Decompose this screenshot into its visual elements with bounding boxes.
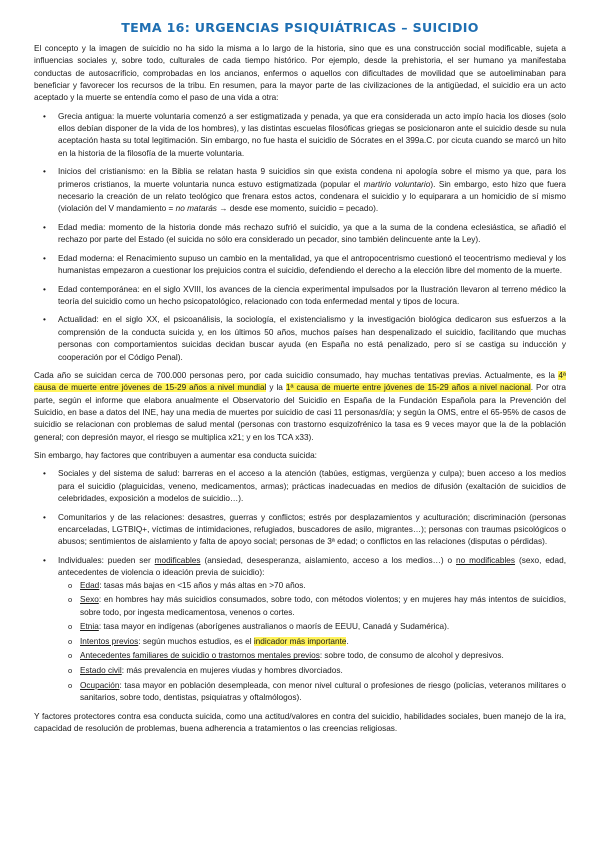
intro-paragraph: El concepto y la imagen de suicidio no ha sido la misma a lo largo de la historia, sino que es una construcción social modificable, sujeta a influencias sociales y, sobre todo, culturales de cada tiempo histórico. Por ejemplo, desde la prehistoria, el ser humano ya manifestaba conductas de autosacrificio, comprobadas en los ancianos, enfermos o aquellos con dificultades de movilidad que se autoeliminaban para beneficiar y favorecer los recursos de la tribu. En resumen, para la mayor parte de las civilizaciones de la antigüedad, el suicidio era un acto aceptado y la muerte se entendía como el paso de una vida a otra:	[34, 44, 566, 103]
stats-paragraph: Cada año se suicidan cerca de 700.000 personas pero, por cada suicidio consumado, hay muchas tentativas previas. Actualmente, es la 4ª causa de muerte entre jóvenes de 15-29 años a nivel mundial y la 1ª causa de muerte entre jóvenes de 15-29 años a nivel nacional. Por otra parte, según el informe que elabora anualmente el Observatorio del Suicidio en España de la Fundación Española para la Prevención del Suicidio, en base a datos del INE, hay una media de muertes por suicidio de casi 11 personas/día; y según la OMS, entre el 65-95% de casos de suicidio se relacionan con problemas de salud mental (personas con trastorno esquizofrénico la tasa es 9 veces mayor que la de la población general; con depresión mayor, el riesgo se multiplica x21; y en los TCA x33).	[34, 371, 566, 442]
sublist-item-estado-civil: o Estado civil: más prevalencia en mujeres viudas y hombres divorciados.	[80, 665, 566, 677]
list-item-actualidad: • Actualidad: en el siglo XX, el psicoanálisis, la sociología, el existencialismo y la investigación biológica dedicaron sus esfuerzos a la comprensión de la conducta suicida y, en los últimos 50 años, muchos países han despenalizado el suicidio, facilitando que muchas personas con comportamientos suicidas decidan buscar ayuda (en España no está penalizado, pero sí se castiga su inducción y cooperación por el Código Penal).	[58, 314, 566, 363]
highlight-mundial: 4ª causa de muerte entre jóvenes de 15-29 años a nivel mundial	[34, 371, 566, 393]
list-item-grecia: • Grecia antigua: la muerte voluntaria comenzó a ser estigmatizada y penada, ya que era considerada un acto impío hacia los dioses (solo ellos debían disponer de la vida de los hombres), y las distintas escuelas filosóficas griegas se posicionaron ante el suicidio desde su nula aceptación hasta su total legitimación. Sin embargo, no fue hasta el suicidio de Sócrates en el 399a.C. por cicuta cuando se marcó un hito en la historia de la filosofía de la muerte voluntaria.	[58, 111, 566, 160]
sublist-item-etnia: o Etnia: tasa mayor en indígenas (aborígenes australianos o maorís de EEUU, Canadá y Sudamérica).	[80, 621, 566, 633]
highlight-indicador: indicador más importante	[253, 636, 347, 646]
list-item-edad-media: • Edad media: momento de la historia donde más rechazo sufrió el suicidio, ya que a la suma de la condena eclesiástica, se añadió el rechazo por parte del Estado (el suicida no sólo era considerado un pecador, sino también delincuente ante la Ley).	[58, 222, 566, 247]
sublist-item-ocupacion: o Ocupación: tasa mayor en población desempleada, con menor nivel cultural o profesiones de riesgo (policías, veteranos militares o sanitarios, sobre todo, dentistas, psiquiatras y oftalmólogos).	[80, 680, 566, 705]
list-item-individuales: • Individuales: pueden ser modificables (ansiedad, desesperanza, aislamiento, acceso a los medios…) o no modificables (sexo, edad, antecedentes de violencia o ideación previa de suicidio): o Edad: tasas más bajas en <15 años y más altas en >70 años. o Sexo: en hombres hay más suicidios consumados, sobre todo, con métodos violentos; y en mujeres hay más intentos de suicidios, sobre todo, por ingesta medicamentosa, venenos o cortes. o Etnia: tasa mayor en indígenas (aborígenes australianos o maorís de EEUU, Canadá y Sudamérica). o Intentos previos: según muchos estudios, es el indicador más importante. o Antecedentes familiares de suicidio o trastornos mentales previos: sobre todo, de consumo de alcohol y depresivos. o Estado civil: más prevalencia en mujeres viudas y hombres divorciados. o Ocupación: tasa mayor en población desempleada, con menor nivel cultural o profesiones de riesgo (policías, veteranos militares o sanitarios, sobre todo, dentistas, psiquiatras y oftalmólogos).	[58, 555, 566, 705]
list-item-cristianismo: • Inicios del cristianismo: en la Biblia se relatan hasta 9 suicidios sin que exista condena ni apología sobre el mismo ya que, para los primeros cristianos, la muerte voluntaria nunca estuvo estigmatizada (popular el martirio voluntario). Sin embargo, esto hizo que fuera necesario la creación de un relato teológico que frenara estos actos, condenara el suicidio y lo equiparara a un homicidio de sí mismo (violación del V mandamiento = no matarás → desde ese momento, suicidio = pecado).	[58, 166, 566, 215]
page-title: TEMA 16: URGENCIAS PSIQUIÁTRICAS – SUICIDIO	[121, 20, 479, 35]
history-list	[34, 111, 566, 364]
sublist-item-edad: o Edad: tasas más bajas en <15 años y más altas en >70 años.	[80, 580, 566, 592]
list-item-edad-contemporanea: • Edad contemporánea: en el siglo XVIII, los avances de la ciencia experimental impulsados por la Ilustración llevaron al terreno médico la teoría del suicidio como un hecho psicopatológico, relacionado con toda enfermedad mental y tipos de locura.	[58, 284, 566, 309]
list-item-comunitarios: • Comunitarios y de las relaciones: desastres, guerras y conflictos; estrés por desplazamientos y aculturación; discriminación (personas encarceladas, LGTBIQ+, víctimas de intimidaciones, refugiados, buscadores de asilo, migrantes…); personas con traumas psicológicos o abusos; sentimientos de aislamiento y falta de apoyo social; personas de 3ª edad; o conflictos en las relaciones (disputas o pérdidas).	[58, 512, 566, 549]
sublist-item-intentos-previos: o Intentos previos: según muchos estudios, es el indicador más importante.	[80, 636, 566, 648]
highlight-nacional: 1ª causa de muerte entre jóvenes de 15-29 años a nivel nacional	[285, 383, 531, 393]
sublist-item-antecedentes: o Antecedentes familiares de suicidio o trastornos mentales previos: sobre todo, de consumo de alcohol y depresivos.	[80, 650, 566, 662]
factors-intro: Sin embargo, hay factores que contribuyen a aumentar esa conducta suicida:	[34, 451, 317, 461]
factors-list	[34, 468, 566, 704]
list-item-sociales: • Sociales y del sistema de salud: barreras en el acceso a la atención (tabúes, estigmas, vergüenza y culpa); buen acceso a los medios para el suicidio (plaguicidas, veneno, medicamentos, armas); prácticas inadecuadas en medios de difusión (exaltación de suicidios de celebridades, exposición a modelos de suicidio…).	[58, 468, 566, 505]
sublist-item-sexo: o Sexo: en hombres hay más suicidios consumados, sobre todo, con métodos violentos; y en mujeres hay más intentos de suicidios, sobre todo, por ingesta medicamentosa, venenos o cortes.	[80, 594, 566, 619]
list-item-edad-moderna: • Edad moderna: el Renacimiento supuso un cambio en la mentalidad, ya que el antropocentrismo cuestionó el teocentrismo medieval y los humanistas empezaron a cuestionar los prejuicios contra el suicidio, defendiendo el derecho a la elección libre del momento de la muerte.	[58, 253, 566, 278]
individual-sublist	[58, 580, 566, 705]
closing-paragraph: Y factores protectores contra esa conducta suicida, como una actitud/valores en contra del suicidio, habilidades sociales, buen manejo de la ira, capacidad de resolución de problemas, buena adherencia a tratamientos o las creencias religiosas.	[34, 711, 566, 733]
